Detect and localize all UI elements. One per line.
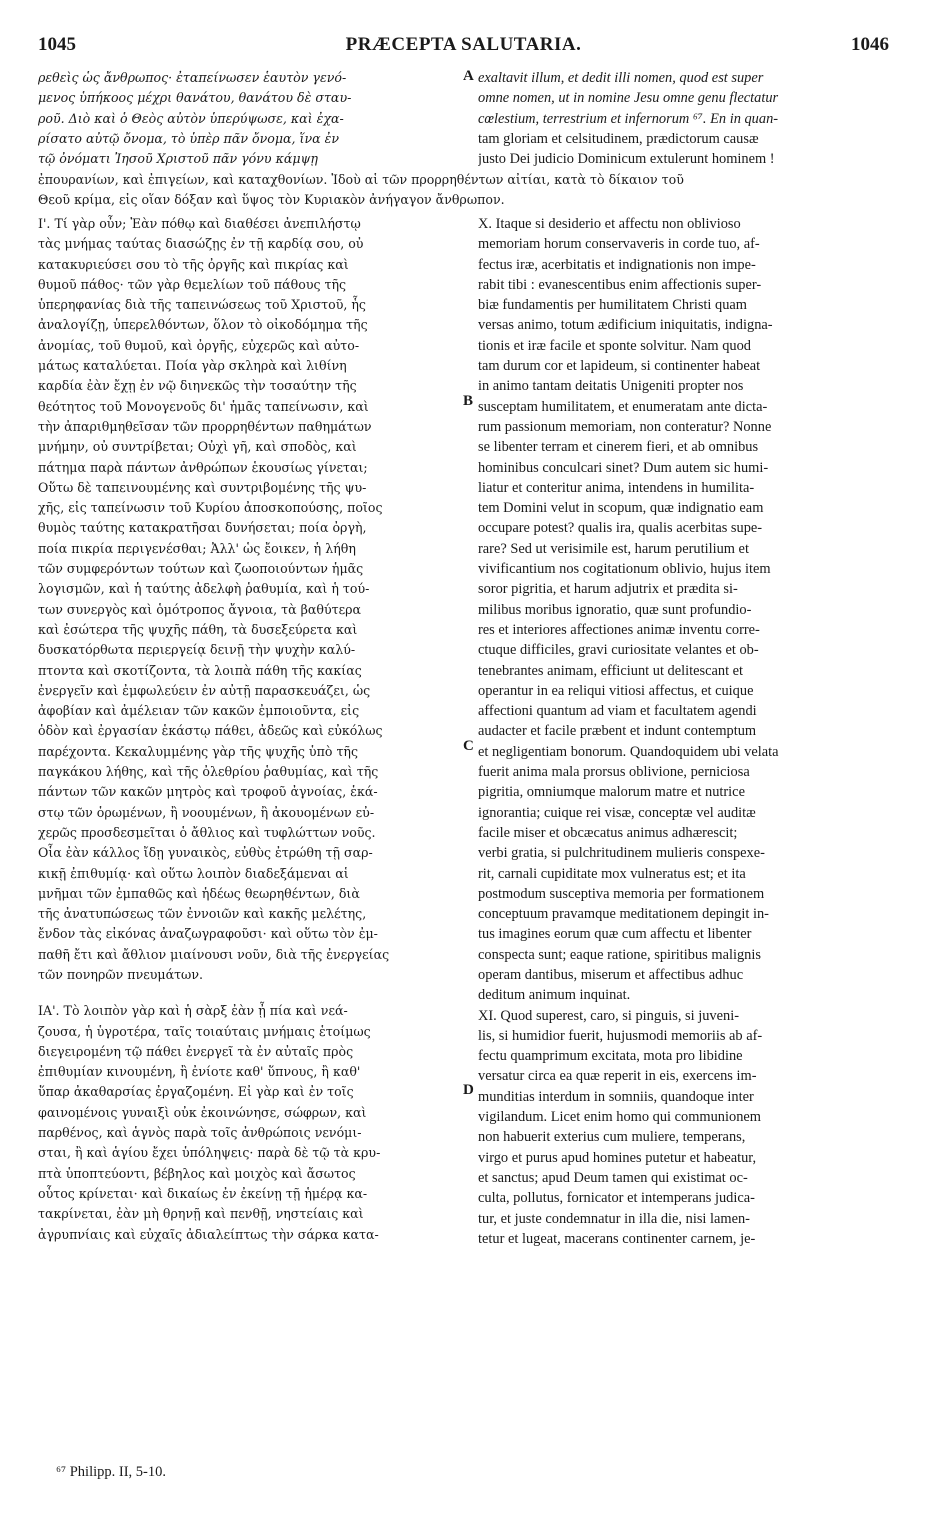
text-line: παρέχοντα. Κεκαλυμμένης γὰρ τῆς ψυχῆς ὑπὸ τῆς [38, 743, 359, 759]
text-line: versatur circa ea quæ reperit in eis, exercens im- [478, 1068, 757, 1085]
text-line: κατακυριεύσει σου τὸ τῆς ὀργῆς καὶ πικρίας καὶ [38, 256, 349, 272]
greek-section-x [38, 214, 458, 985]
text-line: audacter et facile præbent et indunt contemptum [478, 723, 757, 740]
text-line: ctuque difficiles, gravi curiositate velantes et ob- [478, 642, 759, 659]
text-line: λογισμῶν, καὶ ἡ ταύτης ἀδελφὴ ῥαθυμία, καὶ ἡ τού- [38, 581, 370, 597]
text-line: ζουσα, ἡ ὑγροτέρα, ταῖς τοιαύταις μνήμαις ἑτοίμως [38, 1023, 371, 1039]
text-line: occupare potest? qualis ira, qualis acerbitas supe- [478, 520, 763, 537]
text-line: Ι'. Τί γὰρ οὖν; Ἐὰν πόθῳ καὶ διαθέσει ἀνεπιλήστῳ [38, 216, 361, 231]
text-line: tetur et lugeat, macerans continenter carnem, je- [478, 1230, 756, 1247]
text-line: ἀφοβίαν καὶ ἀμέλειαν τῶν κακῶν ἐμποιοῦντα, εἰς [38, 703, 360, 719]
text-line: των συνεργὸς καὶ ὁμότροπος ἄγνοια, τὰ βαθύτερα [38, 601, 362, 617]
text-line: τῆς ἀνατυπώσεως τῶν ἐννοιῶν καὶ κακῆς μελέτης, [38, 906, 367, 922]
text-line: culta, pollutus, fornicator et intemperans judica- [478, 1190, 755, 1207]
text-line: cœlestium, terrestrium et infernorum ⁶⁷. En in quan- [478, 110, 779, 127]
text-line: τακρίνεται, ἐὰν μὴ θρηνῇ καὶ πενθῇ, νηστείαις καὶ [38, 1206, 364, 1222]
text-line: postmodum susceptiva memoria per formationem [478, 885, 765, 902]
text-line: lis, si humidior fuerit, hujusmodi memoriis ab af- [478, 1027, 763, 1044]
text-line: tur, et juste condemnatur in illa die, nisi lamen- [478, 1210, 750, 1227]
text-line: στῳ τῶν ὁρωμένων, ἢ νοουμένων, ἢ ἀκουομένων εὐ- [38, 804, 375, 820]
intro-wide-line: Θεοῦ κρίμα, εἰς οἵαν δόξαν καὶ ὕψος τὸν Κυριακὸν ἀνήγαγον ἄνθρωπον. [38, 192, 505, 207]
text-line: et sanctus; apud Deum tamen qui existimat oc- [478, 1169, 748, 1186]
text-line: affectioni quantum ad viam et facultatem agendi [478, 703, 757, 720]
text-line: conceptuum pravamque meditationem depingit in- [478, 906, 769, 923]
text-line: verbi gratia, si pulchritudinem mulieris conspexe- [478, 845, 765, 862]
text-line: ποία πικρία περιγενέσθαι; Ἀλλ' ὡς ἔοικεν, ἡ λήθη [38, 540, 356, 556]
footnote: ⁶⁷ Philipp. II, 5-10. [56, 1464, 166, 1480]
text-line: παγκάκου λήθης, καὶ τῆς ὀλεθρίου ῥαθυμίας, καὶ τῆς [38, 764, 379, 780]
text-line: pigritia, omniumque malorum matre et nutrice [478, 784, 745, 801]
page-number-left: 1045 [38, 34, 76, 55]
text-line: non habuerit exterius cum muliere, temperans, [478, 1129, 746, 1146]
text-line: μνῆμαι τῶν ἐμπαθῶς καὶ ἡδέως θεωρηθέντων, διὰ [38, 885, 360, 901]
text-line: et negligentiam bonorum. Quandoquidem ubi velata [478, 743, 779, 760]
intro-wide-line: ἐπουρανίων, καὶ ἐπιγείων, καὶ καταχθονίων. Ἰδοὺ αἱ τῶν προρρηθέντων αἰτίαι, κατὰ τὸ δίκαιον τοῦ [38, 172, 684, 187]
text-line: τῶν πονηρῶν πνευμάτων. [38, 966, 203, 982]
text-line: θυμὸς ταύτης κατακρατῆσαι δυνήσεται; ποία ὀργὴ, [38, 520, 367, 536]
text-line: exaltavit illum, et dedit illi nomen, quod est super [478, 70, 764, 86]
text-line: omne nomen, ut in nomine Jesu omne genu flectatur [478, 90, 779, 107]
text-line: ρεθεὶς ὡς ἄνθρωπος· ἐταπείνωσεν ἑαυτὸν γενό- [38, 70, 347, 85]
text-line: οὗτος κρίνεται· καὶ δικαίως ἐν ἐκείνῃ τῇ ἡμέρᾳ κα- [38, 1185, 368, 1201]
text-line: X. Itaque si desiderio et affectu non oblivioso [478, 216, 741, 232]
text-line: rit, carnali cupiditate mox vulneratus est; et ita [478, 865, 746, 882]
text-line: XI. Quod superest, caro, si pinguis, si juveni- [478, 1007, 739, 1024]
margin-letter-c: C [463, 738, 474, 754]
text-line: fectus iræ, acerbitatis et indignationis non impe- [478, 256, 756, 273]
text-line: τὰς μνήμας ταύτας διασώζῃς ἐν τῇ καρδίᾳ σου, οὐ [38, 236, 364, 252]
text-line: vivificantium nos cogitationum oblivio, hujus item [478, 561, 771, 578]
text-line: ΙΑ'. Τὸ λοιπὸν γὰρ καὶ ἡ σὰρξ ἐὰν ᾖ πία καὶ νεά- [38, 1003, 348, 1019]
running-title: PRÆCEPTA SALUTARIA. [345, 34, 582, 55]
text-line: justo Dei judicio Dominicum extulerunt hominem ! [478, 151, 775, 168]
text-line: ρίσατο αὐτῷ ὄνομα, τὸ ὑπὲρ πᾶν ὄνομα, ἵνα ἐν [38, 130, 340, 146]
text-line: δυσκατόρθωτα περιεργείᾳ δεινῇ τὴν ψυχὴν καλύ- [38, 642, 356, 658]
text-line: ἐπιθυμίαν κινουμένη, ἢ ἐνίοτε καθ' ὕπνους, ἢ καθ' [38, 1064, 361, 1080]
text-line: μενος ὑπήκοος μέχρι θανάτου, θανάτου δὲ σταυ- [38, 90, 352, 106]
text-line: μάτως καταλύεται. Ποία γὰρ σκληρὰ καὶ λιθίνη [38, 358, 347, 374]
text-line: fectu quamprimum excitata, mota pro libidine [478, 1048, 743, 1065]
text-line: χῆς, εἰς ταπείνωσιν τοῦ Κυρίου ἀποσκοπούσης, ποῖος [38, 500, 383, 516]
greek-column [38, 214, 458, 1245]
greek-section-xi [38, 1001, 458, 1245]
text-line: tenebrantes animam, efficiunt ut delitescant et [478, 662, 744, 679]
text-line: ἐνεργεῖν καὶ ἐμφωλεύειν ἐν αὐτῇ παρασκευάζει, ὡς [38, 682, 371, 698]
text-line: πάτημα παρὰ πάντων ἀνθρώπων ἑκουσίως γίνεται; [38, 459, 368, 475]
text-line: παρθένος, καὶ ἁγνὸς παρὰ τοῖς ἀνθρώποις νενόμι- [38, 1125, 362, 1141]
text-line: res et interiores affectiones animæ inventu corre- [478, 621, 760, 638]
text-line: κικῇ ἐπιθυμίᾳ· καὶ οὕτω λοιπὸν διαδεξάμεναι αἱ [38, 865, 349, 881]
text-line: rabit tibi : evanescentibus enim affectionis super- [478, 276, 762, 293]
page-header [38, 34, 889, 58]
text-line: ὁδὸν καὶ ἐργασίαν ἑκάστῳ πάθει, ἀδεῶς καὶ εὐκόλως [38, 723, 383, 739]
intro-latin-column [478, 68, 893, 169]
text-line: vigilandum. Licet enim homo qui communionem [478, 1109, 761, 1126]
text-line: tus imagines eorum quæ cum affectu et libenter [478, 926, 752, 943]
text-line: conspecta sunt; eaque ratione, spiritibus malignis [478, 946, 761, 963]
text-line: tem Domini velut in scopum, quæ indignatio eam [478, 500, 764, 517]
text-line: in animo tantam deitatis Unigeniti propter nos [478, 378, 744, 395]
text-line: virgo et purus apud homines putetur et habeatur, [478, 1149, 757, 1166]
text-line: πάντων τῶν κακῶν μητρὸς καὶ τροφοῦ ἀγνοίας, ἑκά- [38, 784, 378, 800]
text-line: tam durum cor et lapideum, si continenter habeat [478, 358, 761, 375]
text-line: soror pigritia, et harum adjutrix et prædita si- [478, 581, 738, 598]
text-line: μνήμην, οὐ συντρίβεται; Οὐχὶ γῆ, καὶ σποδὸς, καὶ [38, 439, 357, 455]
text-line: liatur et conteritur anima, intendens in humilita- [478, 479, 755, 496]
text-line: milibus moribus ignoratio, quæ sunt profundio- [478, 601, 752, 618]
text-line: τῷ ὀνόματι Ἰησοῦ Χριστοῦ πᾶν γόνυ κάμψῃ [38, 151, 318, 167]
text-line: deditum animum inquinat. [478, 987, 631, 1004]
text-line: παθῆ ἔτι καὶ ἄθλιον μιαίνουσι νοῦν, διὰ τῆς ἐνεργείας [38, 946, 390, 962]
text-line: tam gloriam et celsitudinem, prædictorum causæ [478, 130, 759, 147]
text-line: ignorantia; cuique rei visæ, conceptæ vel auditæ [478, 804, 756, 821]
text-line: fuerit anima mala prorsus oblivione, perniciosa [478, 764, 750, 781]
margin-letter-b: B [463, 393, 474, 409]
intro-greek-column [38, 68, 458, 169]
text-line: Οἷα ἐὰν κάλλος ἴδῃ γυναικὸς, εὐθὺς ἐτρώθη τῇ σαρ- [38, 845, 373, 861]
latin-column [478, 214, 896, 1249]
text-line: memoriam horum conservaveris in corde tuo, af- [478, 236, 760, 253]
text-line: καρδία ἐὰν ἔχῃ ἐν νῷ διηνεκῶς τὴν τοσαύτην τῆς [38, 378, 357, 394]
text-line: biæ fundamentis per humilitatem Christi quam [478, 297, 747, 314]
margin-letter-d: D [463, 1082, 474, 1098]
text-line: rum passionum memoriam, non conteratur? Nonne [478, 418, 772, 435]
text-line: versas animo, totum ædificium iniquitatis, indigna- [478, 317, 773, 334]
text-line: ροῦ. Διὸ καὶ ὁ Θεὸς αὐτὸν ὑπερύψωσε, καὶ ἐχα- [38, 110, 344, 126]
text-line: operam dantibus, miserum et affectibus adhuc [478, 966, 744, 983]
text-line: διεγειρομένη τῷ πάθει ἐνεργεῖ τὰ ἐν αὐταῖς πρὸς [38, 1043, 354, 1059]
text-line: rare? Sed ut verisimile est, harum perutilium et [478, 540, 749, 557]
text-line: hominibus conculcari sinet? Dum autem sic humi- [478, 459, 769, 476]
text-line: ἀνομίας, τοῦ θυμοῦ, καὶ ὀργῆς, εὐχερῶς καὶ αὐτο- [38, 337, 360, 353]
text-line: ἀγρυπνίαις καὶ εὐχαῖς ἀδιαλείπτως τὴν σάρκα κατα- [38, 1226, 379, 1242]
text-line: tionis et iræ facile et sponte solvitur. Nam quod [478, 337, 751, 354]
text-line: munditias interdum in somniis, quandoque inter [478, 1088, 754, 1105]
text-line: τῶν συμφερόντων τούτων καὶ ζωοποιούντων ἡμᾶς [38, 561, 364, 577]
text-line: θεότητος τοῦ Μονογενοῦς δι' ἡμᾶς ταπείνωσιν, καὶ [38, 398, 369, 414]
margin-letter-a: A [463, 68, 474, 84]
text-line: πτοντα καὶ σκοτίζοντα, τὰ λοιπὰ πάθη τῆς κακίας [38, 662, 362, 678]
text-line: operantur in ea reliqui vitiosi affectus, et cuique [478, 682, 754, 699]
text-line: se libenter terram et cinerem fieri, et ab omnibus [478, 439, 759, 456]
text-line: θυμοῦ πάθος· τῶν γὰρ θεμελίων τοῦ πάθους τῆς [38, 276, 347, 292]
text-line: Οὕτω δὲ ταπεινουμένης καὶ συντριβομένης τῆς ψυ- [38, 479, 367, 495]
text-line: φαινομένοις γυναιξὶ οὐκ ἐκοινώνησε, σώφρων, καὶ [38, 1104, 367, 1120]
text-line: ὕπαρ ἀκαθαρσίας ἐργαζομένη. Εἰ γὰρ καὶ ἐν τοῖς [38, 1084, 354, 1100]
text-line: ἔνδον τὰς εἰκόνας ἀναζωγραφοῦσι· καὶ οὕτω τὸν ἐμ- [38, 926, 378, 942]
text-line: ὑπερηφανίας διὰ τῆς ταπεινώσεως τοῦ Χριστοῦ, ἧς [38, 297, 366, 313]
text-line: χερῶς προσδεσμεῖται ὁ ἄθλιος καὶ τυφλώττων νοῦς. [38, 824, 376, 840]
text-line: πτὰ ὑποπτεύοντι, βέβηλος καὶ μοιχὸς καὶ ἄσωτος [38, 1165, 356, 1181]
text-line: τὴν ἀπαριθμηθεῖσαν τῶν προρρηθέντων παθημάτων [38, 418, 372, 434]
text-line: ἀναλογίζῃ, ὑπερελθόντων, ὅλον τὸ οἰκοδόμημα τῆς [38, 317, 368, 333]
text-line: susceptam humilitatem, et enumeratam ante dicta- [478, 398, 768, 415]
page-number-right: 1046 [851, 34, 889, 55]
latin-section-xi [478, 1006, 896, 1250]
text-line: σται, ἢ καὶ ἁγίου ἔχει ὑπόληψεις· παρὰ δὲ τῷ τὰ κρυ- [38, 1145, 381, 1161]
latin-section-x [478, 214, 896, 1006]
text-line: καὶ ἐσώτερα τῆς ψυχῆς πάθη, τὰ δυσεξεύρετα καὶ [38, 621, 358, 637]
text-line: facile miser et obcæcatus animus adhærescit; [478, 824, 738, 841]
